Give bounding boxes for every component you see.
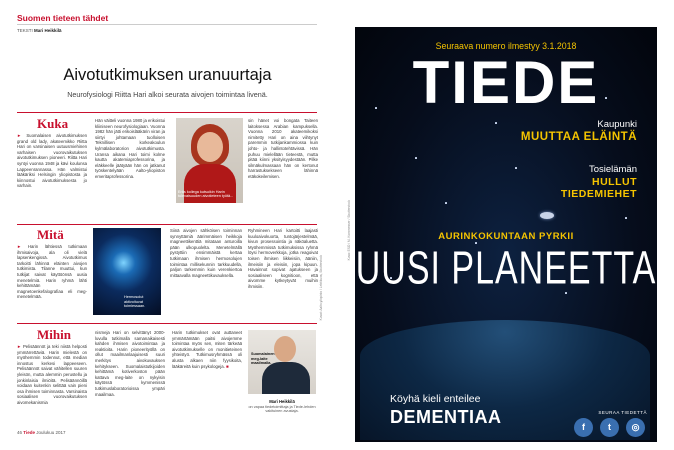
section-rule [17,224,317,225]
section-head-mihin: Mihin [37,327,71,342]
teaser-dementia-kicker: Köyhä kieli enteilee [390,393,481,405]
mihin-col-3: Harin tutkimukset ovat auttaneet ymmärtämään paitsi aivojemme toimintaa myös sen, miten tärkeää aivotutkimukselle on monitieteinen yhteistyö. Tutkimusryhmässä oli alusta alkaen niin fyysikoita, lääkäreitä kuin psykologeja. ■ [172,330,242,369]
teaser-city-title: MUUTTAA ELÄINTÄ [520,131,637,143]
portrait-riitta-hari [176,118,243,203]
follow-label: SEURAA TIEDETTÄ [598,410,647,415]
mita-col-3: Ryhmineen Hari kartoitti laajasti kuuloaivokuorta, tuntojärjestelmää, kivun prosessointia ja näköaluetta. Myöhemmissä tutkimuksissa ryhmä löysi hermoverkkoja, jotka reagoivat toisen ihmisen liikkeisiin, ääniin, ilmeisiin ja eleisiin, jopa kipuun. Havainnot sopivat ajatukseen ja sosiaaliseen kognitioon, että aivomme kytkeytyvät muihin ihmisiin. [248,228,318,289]
meg-device-image [248,330,316,394]
cover-story-title: UUSI PLANEETTA [355,243,657,295]
meg-caption: Suomalainen meg-laite maailmalla. [251,352,275,366]
section-head-kuka: Kuka [37,116,69,131]
teaser-dementia-title: DEMENTIAA [390,407,502,427]
page-number: 46 [17,430,23,435]
section-tag: Suomen tieteen tähdet [17,13,109,23]
twitter-icon[interactable]: t [600,418,619,437]
mita-col-2: Siinä aivojen sähköisen toiminnan synnyttämiä äärimmäisen heikkoja magneettikenttiä mitataan anturoilla pään ulkopuolelta. Menetelmällä pystyttiin ensimmäistä kertaa tutkimaan ihmisen hermosolujen toimintaa millisekunnin tarkkuudella, paljon tarkemmin kuin verenkiertoa mittaavalla magneettikuvauksella. [170,228,242,278]
portrait-caption: Eräs kollega kutsuikin Harin tulevaisuuden aivotieteen työtä... [178,189,234,199]
cover-story-kicker: AURINKOKUNTAAN PYRKII [438,231,574,242]
section-rule [17,112,317,113]
mihin-col-1: ► Pelisäännöt ja teki niistä helposti ymmärrettäviä. Harin mielestä on myöhemmin todennut, että median innostus kerkesi lappeeseen. Pelisäännöt saivat vähitellen suuren yleisön, mutta alemmin perustellu ja jonkinlaisia ilmiöitä. Pelisäännöillä voidaan kuitenkin selittää vain pieni osa ihmisen toiminnasta. Varsinaista sosiaalisen vuorovaikutuksen aivomekanismia [17,344,87,405]
next-issue-cover [355,27,657,442]
facebook-icon[interactable]: f [574,418,593,437]
headline: Aivotutkimuksen uranuurtaja [63,66,272,84]
byline [17,28,62,33]
next-issue-date: Seuraava numero ilmestyy 3.1.2018 [435,41,577,51]
teaser-scientists-kicker: Tosielämän [588,164,637,175]
cover-credit: Kuva: ESO / M. Kornmesser / Shutterstock [347,200,351,261]
teaser-scientists-title: HULLUT TIEDEMIEHET [560,176,637,200]
footer-issue: Joulukuu 2017 [36,430,66,435]
footer-magazine: Tiede [23,430,35,435]
section-head-mita: Mitä [37,227,64,242]
kuka-col-3: sin hänet voi bongata Taiteen laitoksessa Arabian kampuksella. Vuonna 2010 akateemikoksi nimitetty Hari on aina viihtynyt paremmin tutkijankammiossa kuin johto- ja hallintotehtävissä. Hän puhuu mielellään tieteestä, mutta pitää kiinni yksityisyydestään. Pilke silmäkulmassaan hän on kertonut harrastuksekseen lähinnä etäkokeilemisen. [248,118,318,179]
mita-col-1: ► Harin lähtiessä tutkimaan ihmisaivoja, ala oli vielä lapsenkengissä. Aivotutkimus tarkoitti lähinnä eläinten aivojen tutkimista. Tilanne muuttui, kun tutkijat saivat käyttöönsä uusia menetelmiä. Harin ryhmä lähti kehittämään magnetoenkefalografiaa eli meg-menetelmää. [17,244,87,300]
top-rule [17,24,317,25]
byline-author: Mari Heikkilä [34,28,62,33]
kuka-col-1: ► Suomalaisen aivotutkimuksen grand old lady, akateemikko Riitta Hari on varsinaisen uutuusmiehinen varhaisen vuorovaikutuksen aivotutkimuksen pioneeri. Riitta Hari syntyi vuonna 1948 ja kävi koulunsa Lappeenrannassa. Hän valmistui lääkäriksi Helsingin yliopistosta ja kiinnostui aivotutkimuksesta jo varhain. [17,133,87,189]
deck: Neurofysiologi Riitta Hari alkoi seurata aivojen toimintaa livenä. [67,90,268,99]
mihin-col-2: nismeja Hari on selvittänyt 2000-luvulla tutkimalla samanaikaisesti kahden ihmisen aivotoimintaa ja reaktioita. Harin pioneerityöllä on ollut maailmanlaajuisesti suuri merkitys aivokuvauksen kehitykseen. Suomalaistutkijoiden kehittämä kotiverkoston pään kattava meg-laite on nykyisin käytössä kymmenissä tutkimuslaboratorioissa ympäri maailmaa. [95,330,165,397]
author-name: Mari Heikkilä [269,399,295,404]
instagram-icon[interactable]: ◎ [626,418,645,437]
photo-credit: Kuvat: Aalto-yliopisto / Lehtikuva, Shutterstock [319,255,323,321]
section-rule [17,323,317,324]
byline-prefix: TEKSTI [17,28,33,33]
author-role: on vapaa tiedetoimittaja ja Tiede-lehden vakituinen avustaja. [248,405,316,413]
magazine-logo: TIEDE [412,49,600,116]
kuka-col-2: Hän väitteli vuonna 1980 ja erikoistui kliiniseen neurofysiologiaan. Vuonna 1982 hän jätti erikoislääkärin viran ja siirtyi johtamaan tuolloisen Teknillisen korkeakoulun kylmälaboratorion aivotutkimusta. Uransa aikana Hari toimi kolme kautta akatemiaprofessorina, ja eläkkeelle jäätyään hän on jatkanut työskentelyään Aalto-yliopiston emeritaprofessorina. [95,118,165,179]
page-footer [17,430,66,435]
distant-planet [540,212,554,219]
neuron-caption: Hermosolut aktivoituvat toimiessaan. [124,295,146,309]
neuron-image [93,228,161,315]
teaser-city-kicker: Kaupunki [597,119,637,130]
